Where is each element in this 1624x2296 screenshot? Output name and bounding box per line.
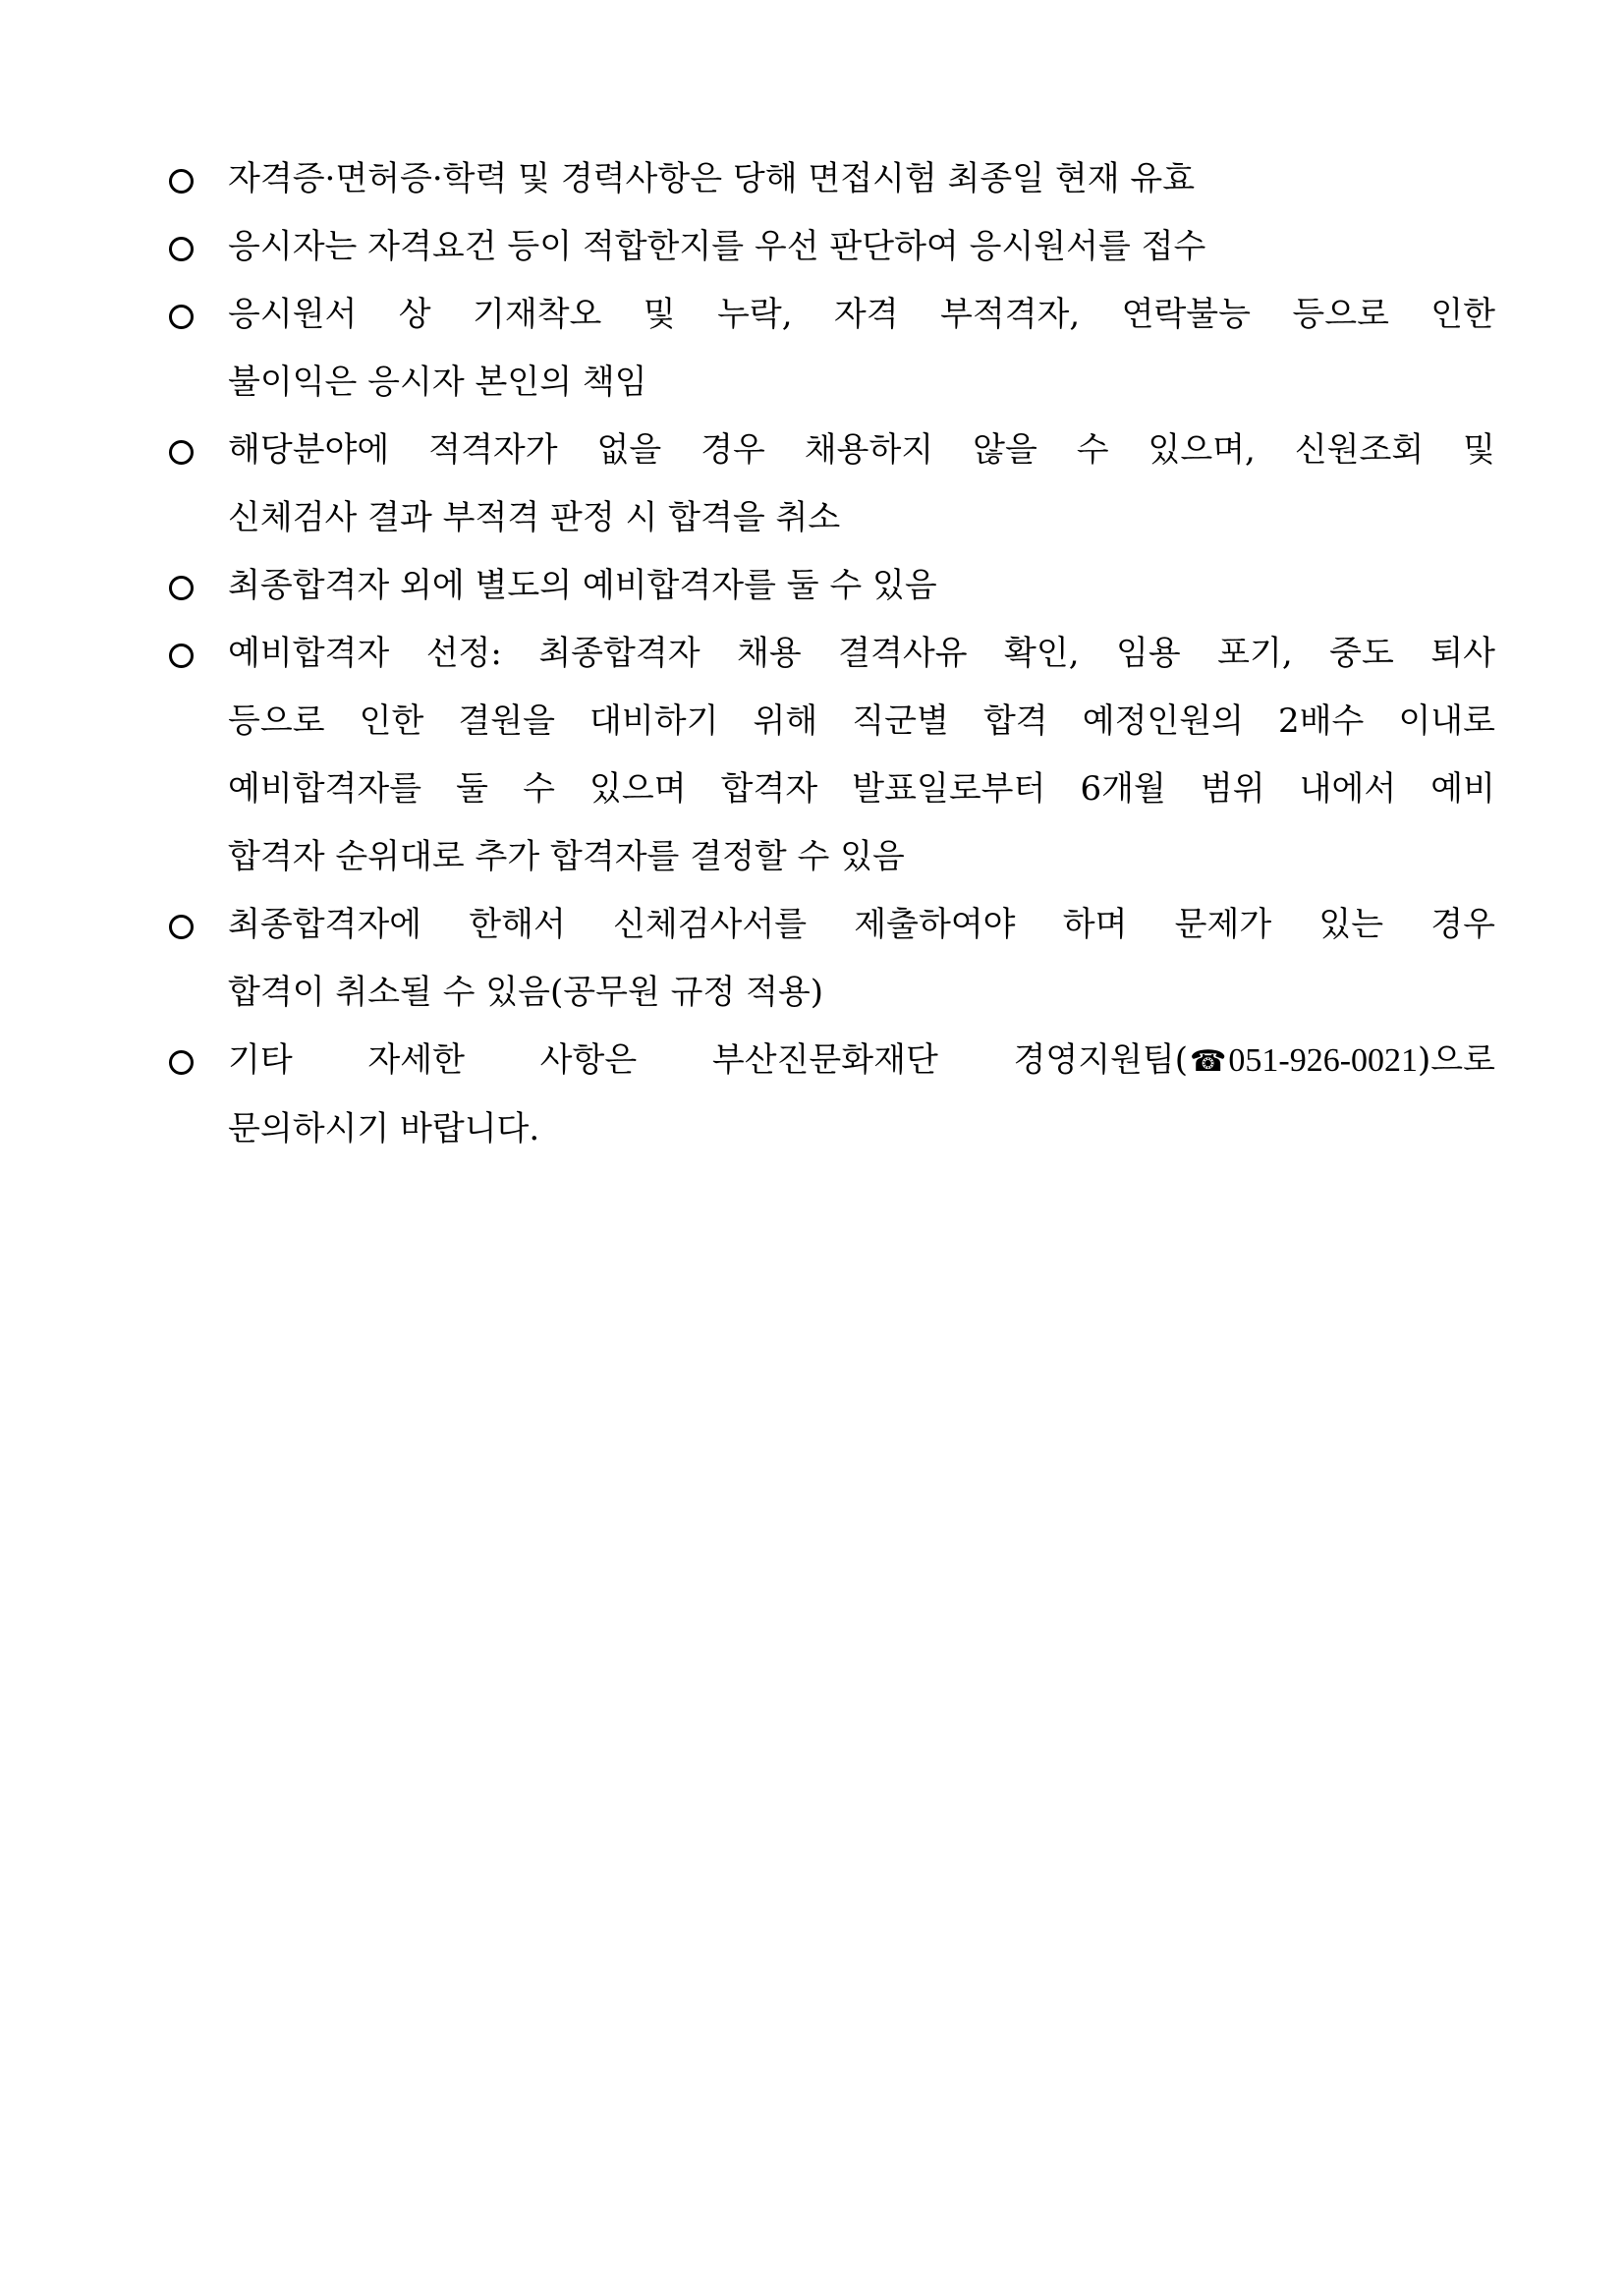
notice-item-reserve-selection [169, 620, 1495, 891]
circle-bullet-icon [169, 305, 194, 329]
notice-line: 불이익은 응시자 본인의 책임 [228, 363, 647, 402]
telephone-icon: ☎ [1190, 1044, 1227, 1079]
notice-list [169, 145, 1495, 1163]
notice-line-contact [228, 1027, 1495, 1095]
contact-phone-number: 051-926-0021 [1228, 1042, 1419, 1079]
notice-line: 신체검사 결과 부적격 판정 시 합격을 취소 [228, 498, 841, 537]
circle-bullet-icon [169, 915, 194, 939]
notice-item-applicant-responsibility [169, 281, 1495, 417]
notice-item-qualification-validity [169, 145, 1495, 213]
notice-item-medical-certificate [169, 891, 1495, 1027]
notice-line: 응시자는 자격요건 등이 적합한지를 우선 판단하여 응시원서를 접수 [228, 227, 1206, 266]
circle-bullet-icon [169, 644, 194, 668]
contact-text-after: )으로 [1418, 1040, 1495, 1080]
notice-line: 자격증·면허증·학력 및 경력사항은 당해 면접시험 최종일 현재 유효 [228, 159, 1196, 198]
circle-bullet-icon [169, 576, 194, 600]
circle-bullet-icon [169, 237, 194, 261]
contact-text-before: 기타 자세한 사항은 부산진문화재단 경영지원팀( [228, 1040, 1189, 1080]
notice-line: 예비합격자를 둘 수 있으며 합격자 발표일로부터 6개월 범위 내에서 예비 [228, 769, 1495, 809]
circle-bullet-icon [169, 440, 194, 465]
circle-bullet-icon [169, 1050, 194, 1075]
notice-item-contact [169, 1027, 1495, 1163]
notice-line: 최종합격자 외에 별도의 예비합격자를 둘 수 있음 [228, 566, 937, 605]
notice-item-eligibility-check [169, 213, 1495, 281]
notice-line: 합격자 순위대로 추가 합격자를 결정할 수 있음 [228, 837, 905, 876]
notice-line: 합격이 취소될 수 있음(공무원 규정 적용) [228, 973, 824, 1012]
notice-item-reserve-candidates [169, 552, 1495, 620]
circle-bullet-icon [169, 169, 194, 194]
notice-line: 등으로 인한 결원을 대비하기 위해 직군별 합격 예정인원의 2배수 이내로 [228, 701, 1495, 741]
notice-line: 해당분야에 적격자가 없을 경우 채용하지 않을 수 있으며, 신원조회 및 [228, 430, 1495, 470]
notice-line: 최종합격자에 한해서 신체검사서를 제출하여야 하며 문제가 있는 경우 [228, 905, 1495, 944]
notice-item-no-hire-cancel [169, 417, 1495, 552]
notice-line: 응시원서 상 기재착오 및 누락, 자격 부적격자, 연락불능 등으로 인한 [228, 295, 1495, 334]
notice-line: 문의하시기 바랍니다. [228, 1109, 540, 1148]
notice-line: 예비합격자 선정: 최종합격자 채용 결격사유 확인, 임용 포기, 중도 퇴사 [228, 634, 1496, 673]
